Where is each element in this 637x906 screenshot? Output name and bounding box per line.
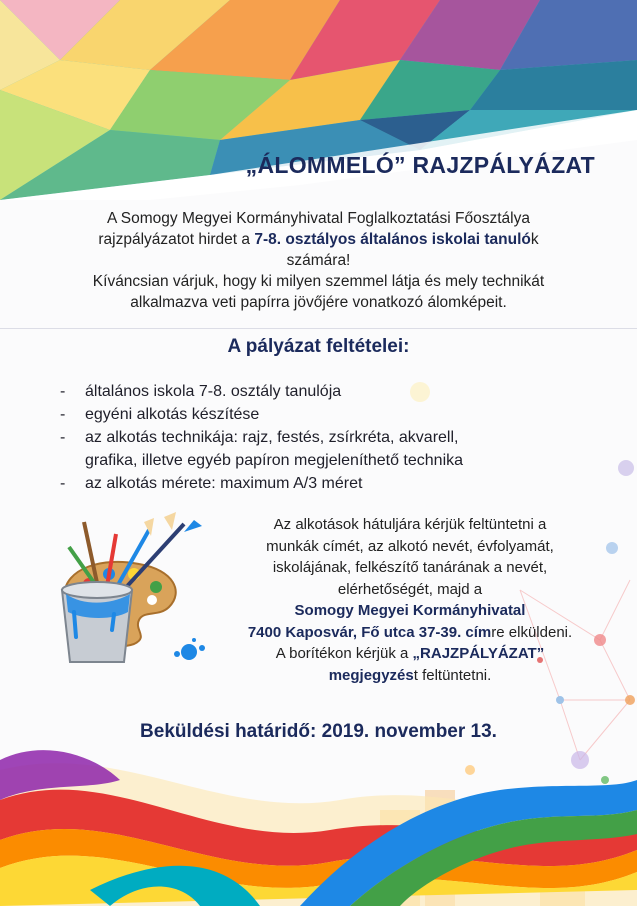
- page-title: „ÁLOMMELÓ” RAJZPÁLYÁZAT: [245, 152, 595, 178]
- intro-line: A Somogy Megyei Kormányhivatal Foglalkoztatási Főosztálya: [106, 210, 530, 227]
- target-audience: 7-8. osztályos általános iskolai tanuló: [254, 231, 531, 248]
- intro-line: Kíváncsian várjuk, hogy ki milyen szemmel látja és mely technikát: [92, 273, 545, 290]
- intro-line: rajzpályázatot hirdet a 7-8. osztályos általános iskolai tanulók: [98, 231, 539, 248]
- address-name: Somogy Megyei Kormányhivatal: [294, 602, 526, 619]
- conditions-list: [60, 380, 590, 495]
- envelope-note: A borítékon kérjük a „RAJZPÁLYÁZAT”: [275, 645, 545, 662]
- remark-line: megjegyzést feltüntetni.: [328, 666, 492, 684]
- list-item: - általános iskola 7-8. osztály tanulója: [60, 383, 342, 400]
- address-line: 7400 Kaposvár, Fő utca 37-39. címre elküldeni.: [247, 623, 573, 641]
- list-item: - az alkotás mérete: maximum A/3 méret: [60, 475, 363, 492]
- conditions-heading: A pályázat feltételei:: [227, 336, 410, 357]
- list-item: - egyéni alkotás készítése: [60, 406, 260, 423]
- deadline: Beküldési határidő: 2019. november 13.: [140, 721, 497, 742]
- intro-line: alkalmazva veti papírra jövőjére vonatkozó álomképeit.: [130, 294, 507, 311]
- intro-line: számára!: [286, 252, 351, 269]
- list-item: - az alkotás technikája: rajz, festés, zsírkréta, akvarell, grafika, illetve egyéb papíron megjeleníthető technika: [60, 429, 464, 469]
- submission-instructions: Az alkotások hátuljára kérjük feltüntetni a munkák címét, az alkotó nevét, évfolyamát, iskolájának, felkészítő tanárának a nevét, elérhetőségét, majd a Somogy Megyei Kormányhivatal 7400 Kaposvár, Fő utca 37-39. címre elküldeni. A borítékon kérjük a „RAJZPÁLYÁZAT” megjegyzést feltüntetni.: [190, 514, 630, 686]
- divider: [0, 328, 637, 329]
- paint-bucket-brushes-illustration: [44, 512, 214, 682]
- intro-text: [20, 208, 617, 313]
- paint-bucket: [62, 582, 132, 662]
